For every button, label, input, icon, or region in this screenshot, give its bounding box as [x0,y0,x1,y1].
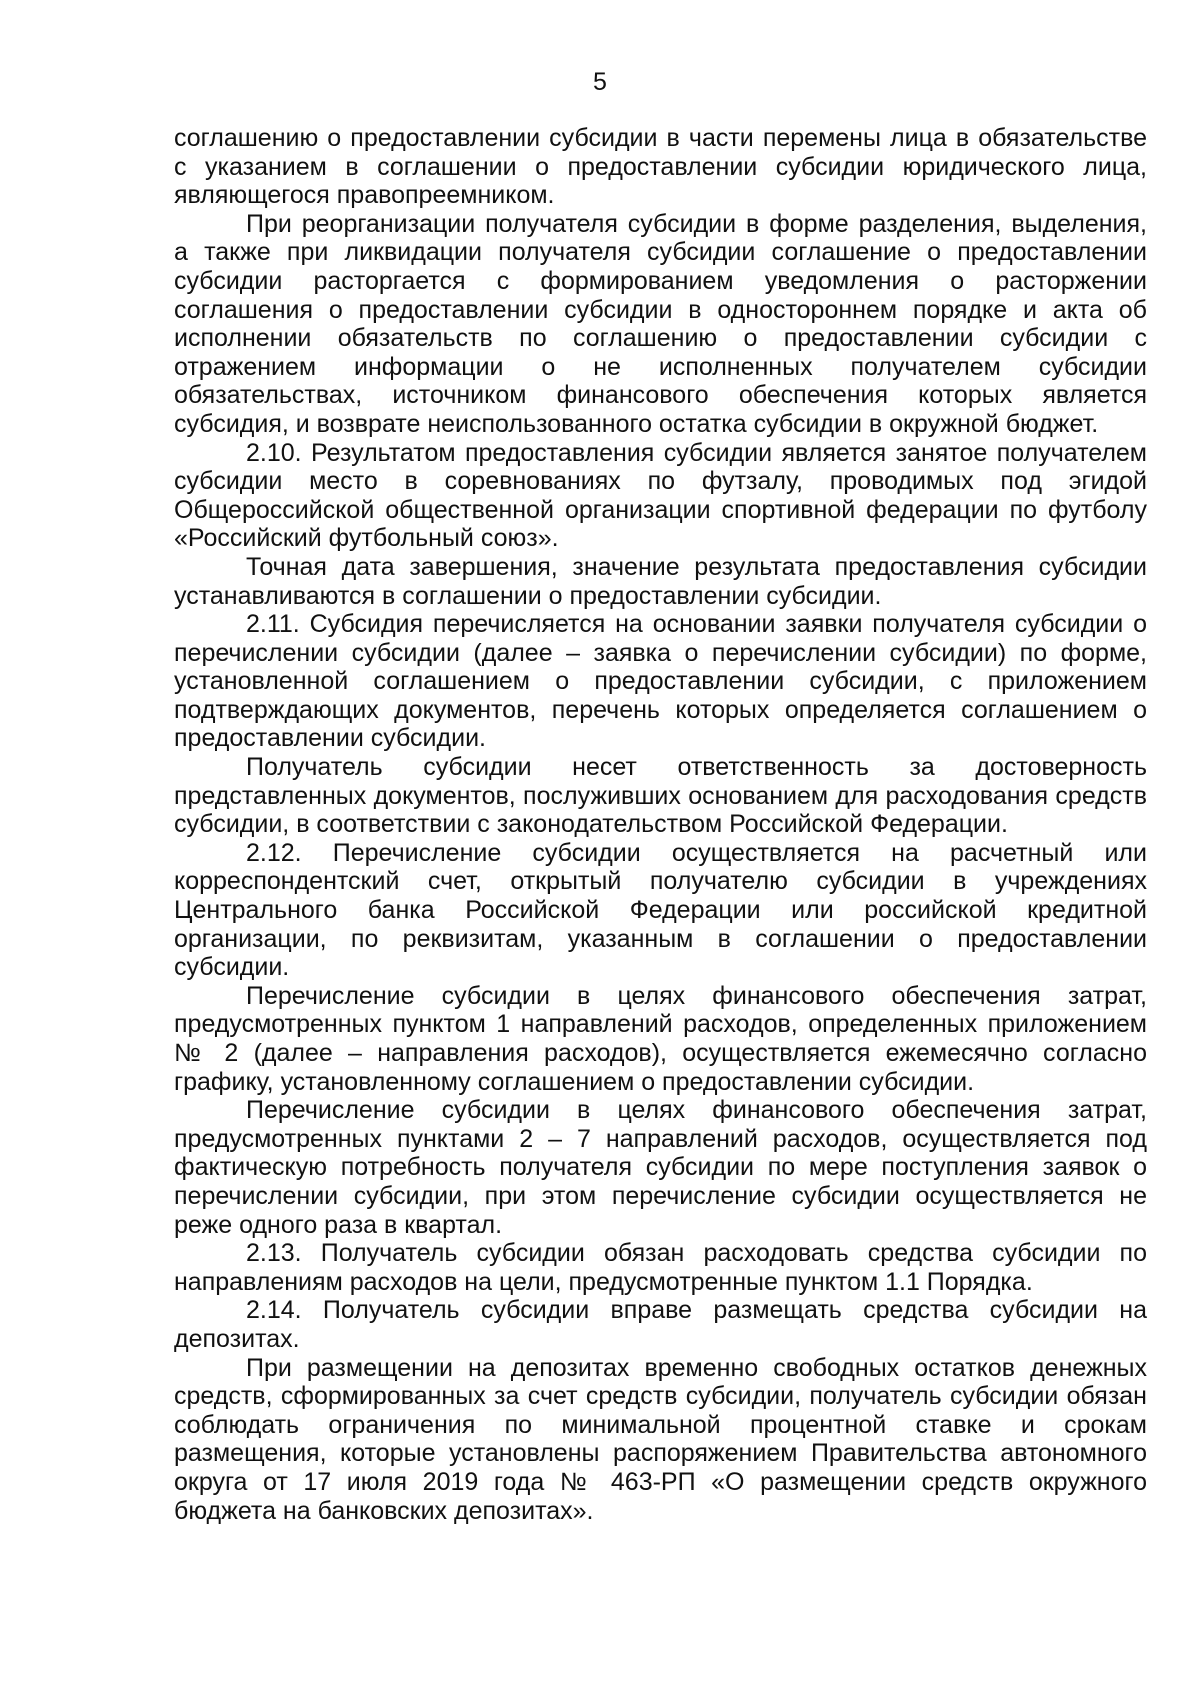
paragraph-2-10: 2.10. Результатом предоставления субсидии является занятое получателем субсидии место в соревнованиях по футзалу, проводимых под эгидой Общероссийской общественной организации спортивной федерации по футболу «Российский футбольный союз». [174,438,1147,553]
paragraph-actual-need-transfer: Перечисление субсидии в целях финансового обеспечения затрат, предусмотренных пунктами 2 – 7 направлений расходов, осуществляется под фактическую потребность получателя субсидии по мере поступления заявок о перечислении субсидии, при этом перечисление субсидии осуществляется не реже одного раза в квартал. [174,1096,1147,1239]
paragraph-2-12: 2.12. Перечисление субсидии осуществляется на расчетный или корреспондентский счет, открытый получателю субсидии в учреждениях Центрального банка Российской Федерации или российской кредитной организации, по реквизитам, указанным в соглашении о предоставлении субсидии. [174,838,1147,982]
paragraph-deposits: При размещении на депозитах временно свободных остатков денежных средств, сформированных за счет средств субсидии, получатель субсидии обязан соблюдать ограничения по минимальной процентной ставке и срокам размещения, которые установлены распоряжением Правительства автономного округа от 17 июля 2019 года № 463-РП «О размещении средств окружного бюджета на банковских депозитах». [174,1353,1147,1525]
page-number: 5 [593,68,607,96]
paragraph-recipient-responsibility: Получатель субсидии несет ответственность за достоверность представленных документов, послуживших основанием для расходования средств субсидии, в соответствии с законодательством Российской Федерации. [174,753,1147,839]
paragraph-2-14: 2.14. Получатель субсидии вправе размещать средства субсидии на депозитах. [174,1296,1147,1353]
paragraph-reorganization: При реорганизации получателя субсидии в форме разделения, выделения, а также при ликвидации получателя субсидии соглашение о предоставлении субсидии расторгается с формированием уведомления о расторжении соглашения о предоставлении субсидии в одностороннем порядке и акта об исполнении обязательств по соглашению о предоставлении субсидии с отражением информации о не исполненных получателем субсидии обязательствах, источником финансового обеспечения которых является субсидия, и возврате неиспользованного остатка субсидии в окружной бюджет. [174,209,1147,438]
paragraph-continuation: соглашению о предоставлении субсидии в части перемены лица в обязательстве с указанием в соглашении о предоставлении субсидии юридического лица, являющегося правопреемником. [174,124,1147,210]
paragraph-2-13: 2.13. Получатель субсидии обязан расходовать средства субсидии по направлениям расходов на цели, предусмотренные пунктом 1.1 Порядка. [174,1239,1147,1296]
paragraph-monthly-transfer: Перечисление субсидии в целях финансового обеспечения затрат, предусмотренных пунктом 1 направлений расходов, определенных приложением № 2 (далее – направления расходов), осуществляется ежемесячно согласно графику, установленному соглашением о предоставлении субсидии. [174,981,1147,1096]
paragraph-result-date: Точная дата завершения, значение результата предоставления субсидии устанавливаются в соглашении о предоставлении субсидии. [174,552,1147,610]
paragraph-2-11: 2.11. Субсидия перечисляется на основании заявки получателя субсидии о перечислении субсидии (далее – заявка о перечислении субсидии) по форме, установленной соглашением о предоставлении субсидии, с приложением подтверждающих документов, перечень которых определяется соглашением о предоставлении субсидии. [174,610,1147,753]
document-body [174,124,1147,1525]
